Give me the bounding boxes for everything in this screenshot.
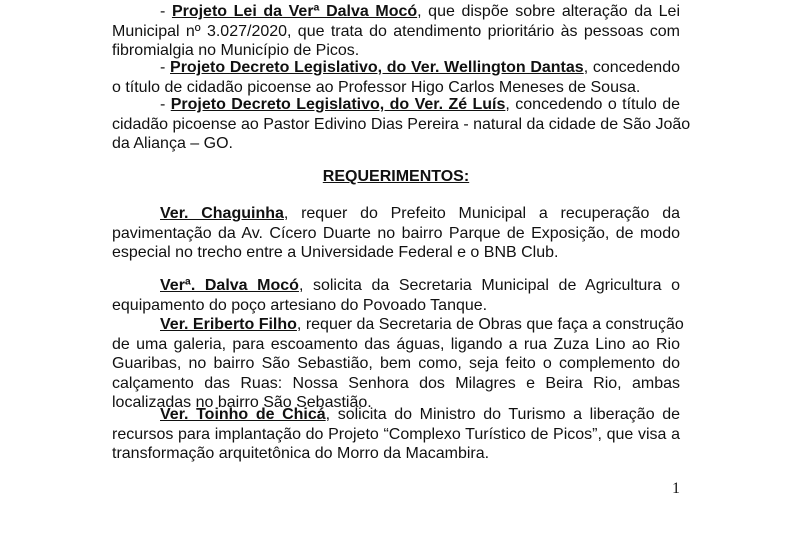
project-text: , concedendo [583,59,681,76]
project-line [112,2,680,22]
project-title: Projeto Decreto Legislativo, do Ver. Wellington Dantas [170,59,584,76]
request-text: especial no trecho entre a Universidade Federal e o BNB Club. [112,244,559,261]
project-item [112,95,691,154]
request-text: de uma galeria, para escoamento das águas, ligando a rua Zuza Lino ao Rio [112,335,680,353]
request-item [112,276,680,315]
request-author: Ver. Chaguinha [160,205,284,222]
request-line [112,276,680,296]
request-text: , requer da Secretaria de Obras que faça a construção [296,316,684,333]
list-dash: - [160,96,171,113]
project-text: , concedendo o título de [505,96,680,113]
request-line [112,204,680,224]
request-line [112,315,684,335]
request-text: transformação arquitetônica do Morro da Macambira. [112,445,490,462]
project-text: da Aliança – GO. [112,135,233,152]
request-text: localizadas no bairro São Sebastião. [112,394,372,411]
list-dash: - [160,59,171,76]
request-line [112,405,680,425]
page-number: 1 [672,480,680,497]
section-heading: REQUERIMENTOS: [322,168,470,185]
project-text: o título de cidadão picoense ao Professor Higo Carlos Meneses de Sousa. [112,78,641,96]
project-line [112,95,680,115]
project-text: Municipal nº 3.027/2020, que trata do atendimento prioritário às pessoas com [112,22,680,40]
list-dash: - [160,3,172,20]
request-text: , solicita da Secretaria Municipal de Agricultura o [298,277,681,294]
request-text: Guaribas, no bairro São Sebastião, bem como, seja feito o complemento do [112,355,680,372]
project-text: , que dispõe sobre alteração da Lei [417,3,681,20]
request-item [112,204,680,263]
project-title: Projeto Lei da Verª Dalva Mocó [171,3,418,20]
project-text: fibromialgia no Município de Picos. [112,42,360,59]
project-line [112,58,680,78]
request-text: , requer do Prefeito Municipal a recuperação da [283,205,680,222]
request-text: pavimentação da Av. Cícero Duarte no bairro Parque de Exposição, de modo [112,224,680,242]
request-author: Verª. Dalva Mocó [160,277,299,294]
request-item [112,315,684,413]
project-title: Projeto Decreto Legislativo, do Ver. Zé Luís [170,96,506,113]
request-text: recursos para implantação do Projeto “Complexo Turístico de Picos”, que visa a [112,425,680,443]
project-item [112,2,680,61]
section-heading-wrap [112,167,680,187]
request-item [112,405,680,464]
request-author: Ver. Toinho de Chicá [160,406,326,423]
project-text: cidadão picoense ao Pastor Edivino Dias Pereira - natural da cidade de São João [112,115,691,133]
request-text: equipamento do poço artesiano do Povoado Tanque. [112,296,488,314]
request-text: , solicita do Ministro do Turismo a liberação de [325,406,680,423]
request-author: Ver. Eriberto Filho [160,316,297,333]
request-text: calçamento das Ruas: Nossa Senhora dos Milagres e Beira Rio, ambas [112,374,680,392]
project-item [112,58,680,97]
